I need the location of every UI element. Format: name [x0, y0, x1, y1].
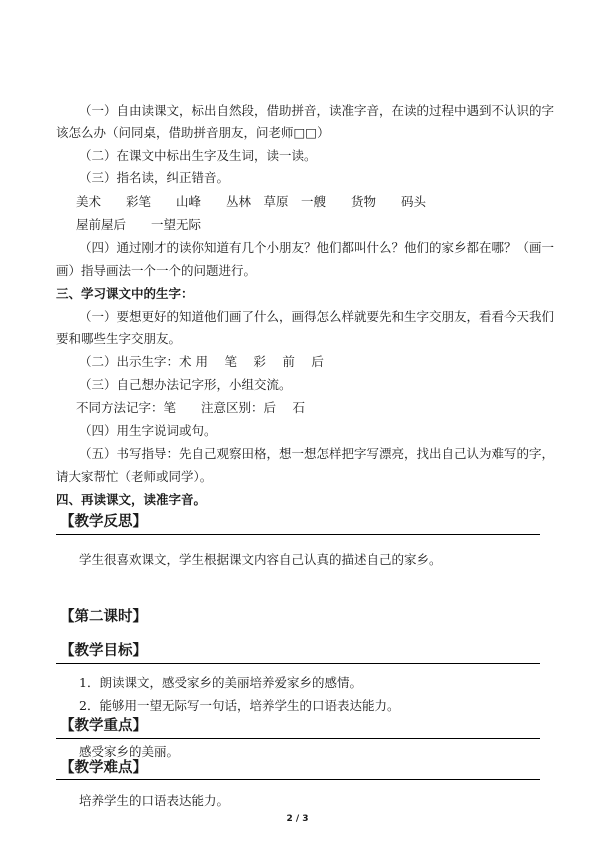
- heading-rule: [56, 534, 540, 535]
- keypoint-heading: 【教学重点】: [60, 717, 147, 734]
- paragraph-line: （二）在课文中标出生字及生词，读一读。: [79, 148, 317, 163]
- paragraph-line: 不同方法记字：笔 注意区别：后 石: [76, 400, 305, 415]
- difficulty-heading: 【教学难点】: [60, 759, 147, 776]
- page-number: 2 / 3: [286, 814, 309, 824]
- section-heading: 四、再读课文，读准字音。: [56, 492, 207, 507]
- paragraph-line: （四）用生字说词或句。: [79, 423, 217, 438]
- paragraph-line: 该怎么办（问同桌，借助拼音朋友，问老师□□）: [56, 125, 330, 140]
- vocabulary-line: 美术 彩笔 山峰 丛林 草原 一艘 货物 码头: [76, 194, 427, 209]
- goal-item: 1．朗读课文，感受家乡的美丽培养爱家乡的感情。: [79, 675, 362, 690]
- reflection-text: 学生很喜欢课文，学生根据课文内容自己认真的描述自己的家乡。: [79, 552, 442, 567]
- paragraph-line: 要和哪些生字交朋友。: [56, 331, 182, 346]
- paragraph-line: （三）指名读，纠正错音。: [79, 170, 230, 185]
- paragraph-line: （三）自己想办法记字形，小组交流。: [79, 377, 292, 392]
- heading-rule: [56, 663, 540, 664]
- reflection-heading: 【教学反思】: [60, 513, 147, 530]
- paragraph-line: 画）指导画法一个一个的问题进行。: [56, 263, 257, 278]
- vocabulary-line: 屋前屋后 一望无际: [76, 217, 202, 232]
- goal-item: 2．能够用一望无际写一句话，培养学生的口语表达能力。: [79, 698, 400, 713]
- lesson-heading: 【第二课时】: [60, 608, 147, 625]
- paragraph-line: （四）通过刚才的读你知道有几个小朋友？他们都叫什么？他们的家乡都在哪？（画一: [79, 240, 555, 255]
- paragraph-line: （一）要想更好的知道他们画了什么，画得怎么样就要先和生字交朋友，看看今天我们: [79, 309, 555, 324]
- section-heading: 三、学习课文中的生字：: [56, 286, 194, 301]
- paragraph-line: （一）自由读课文，标出自然段，借助拼音，读准字音，在读的过程中遇到不认识的字: [79, 103, 555, 118]
- paragraph-line: （五）书写指导：先自己观察田格，想一想怎样把字写漂亮，找出自己认为难写的字，: [79, 446, 555, 461]
- heading-rule: [56, 779, 540, 780]
- keypoint-text: 感受家乡的美丽。: [79, 744, 180, 759]
- goals-heading: 【教学目标】: [60, 642, 147, 659]
- paragraph-line: 请大家帮忙（老师或同学）。: [56, 469, 213, 484]
- paragraph-line: （二）出示生字：术 用 笔 彩 前 后: [79, 354, 324, 369]
- heading-rule: [56, 738, 540, 739]
- difficulty-text: 培养学生的口语表达能力。: [79, 793, 230, 808]
